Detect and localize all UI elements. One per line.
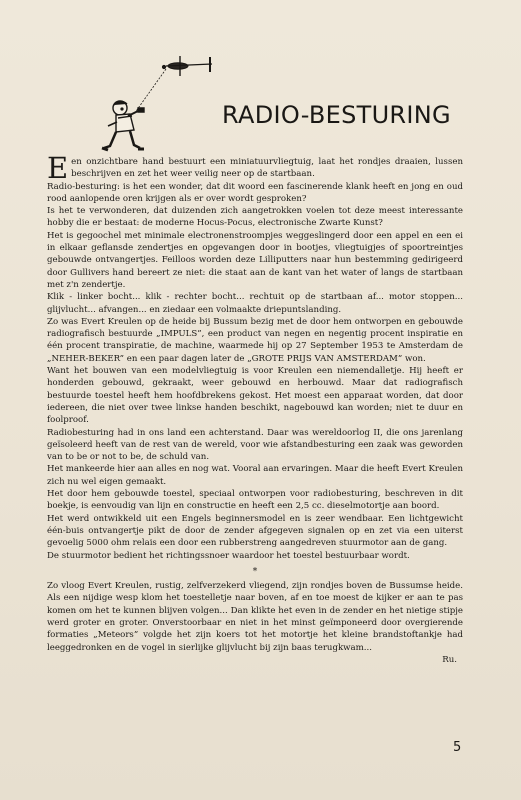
intro-text: en onzichtbare hand bestuurt een miniatuurvliegtuig, laat het rondjes draaien, lussen beschrijven en zet het weer veilig neer op de startbaan.	[71, 157, 463, 180]
drop-cap: E	[47, 151, 69, 185]
section-separator: *	[252, 566, 258, 577]
paragraph: Klik - linker bocht... klik - rechter bocht... rechtuit op de startbaan af... motor stoppen... glijvlucht... afvangen... en ziedaar een volmaakte driepuntslanding.	[47, 292, 463, 315]
paragraph: Is het te verwonderen, dat duizenden zich aangetrokken voelen tot deze meest interessante hobby die er bestaat: de moderne Hocus-Pocus, electronische Zwarte Kunst?	[47, 206, 463, 229]
paragraph: Het werd ontwikkeld uit een Engels beginnersmodel en is zeer wendbaar. Een lichtgewicht één-buis ontvangertje pikt de door de zender afgegeven signalen op en zet via een uiterst gevoelig 5000 ohm relais een door een rubberstreng aangedreven stuurmotor aan de gang.	[47, 513, 463, 549]
paragraph: Het mankeerde hier aan alles en nog wat. Vooral aan ervaringen. Maar die heeft Evert Kreulen zich nu wel eigen gemaakt.	[47, 464, 463, 487]
model-airplane-icon	[162, 56, 212, 76]
article-body	[47, 151, 463, 666]
intro-paragraph	[47, 151, 463, 185]
boy-figure	[102, 101, 144, 150]
boy-with-radio-control-plane-illustration	[100, 52, 230, 162]
closing-paragraph: Zo vloog Evert Kreulen, rustig, zelfverzekerd vliegend, zijn rondjes boven de Bussumse heide. Als een nijdige wesp klom het toestelletje naar boven, af en toe moest de kijker er aan te pas komen om het te kunnen blijven volgen... Dan klikte het even in de zender en het nietige stipje werd groter en groter. Onverstoorbaar en niet in het minst geïmponeerd door overgierende formaties „Meteors” volgde het zijn koers tot het motortje het kleine brandstoftankje had leeggedronken en de vogel in sierlijke glijvlucht bij zijn baas terugkwam...	[47, 581, 463, 653]
paragraph: Radiobesturing had in ons land een achterstand. Daar was wereldoorlog II, die ons jarenlang geïsoleerd heeft van de rest van de wereld, voor wie afstandbesturing een zaak was geworden van to be or not to be, de schuld van.	[47, 427, 463, 463]
page-title: RADIO-BESTURING	[222, 101, 451, 129]
paragraph: Het door hem gebouwde toestel, speciaal ontworpen voor radiobesturing, beschreven in dit boekje, is eenvoudig van lijn en constructie en heeft een 2,5 cc. dieselmotortje aan boord.	[47, 489, 463, 512]
author-signature: Ru.	[442, 654, 457, 665]
control-line	[134, 69, 166, 114]
page-number: 5	[453, 740, 462, 755]
paragraph: Zo was Evert Kreulen op de heide bij Bussum bezig met de door hem ontworpen en gebouwde radiografisch bestuurde „IMPULS”, een product van negen en negentig procent inspiratie en één procent transpiratie, de machine, waarmede hij op 27 September 1953 te Amsterdam de „NEHER-BEKER” en een paar dagen later de „GROTE PRIJS VAN AMSTERDAM” won.	[47, 316, 463, 364]
paragraph: De stuurmotor bedient het richtingssnoer waardoor het toestel bestuurbaar wordt.	[47, 550, 410, 561]
paragraph: Want het bouwen van een modelvliegtuig is voor Kreulen een niemendalletje. Hij heeft er honderden gebouwd, gekraakt, weer gebouwd en herbouwd. Maar dat radiografisch bestuurde toestel heeft hem hoofdbrekens gekost. Het moest een apparaat worden, dat door iedereen, die niet over twee linkse handen beschikt, nagebouwd kan worden; niet te duur en foolproof.	[47, 366, 463, 426]
paragraph: Radio-besturing: is het een wonder, dat dit woord een fascinerende klank heeft en jong en oud rood aanlopende oren krijgen als er over wordt gesproken?	[47, 181, 463, 204]
paragraph: Het is gegoochel met minimale electronenstroompjes weggeslingerd door een appel en een ei in elkaar geflansde zendertjes en opgevangen door in bootjes, vliegtuigjes of spoortreintjes gebouwde ontvangertjes. Feilloos worden deze Lilliputters naar hun bestemming gedirigeerd door Gullivers hand bereert ze niet: die staat aan de kant van het water of langs de startbaan met z'n zendertje.	[47, 230, 463, 290]
